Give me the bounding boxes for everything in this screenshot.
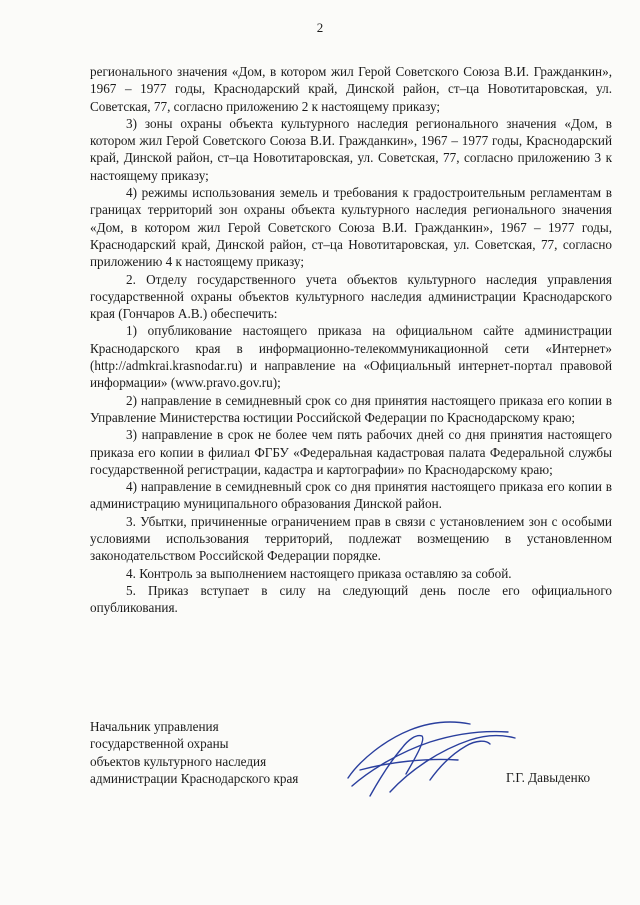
- handwritten-signature: [330, 700, 530, 810]
- paragraph: 5. Приказ вступает в силу на следующий день после его официального опубликования.: [90, 582, 612, 616]
- paragraph: регионального значения «Дом, в котором жил Герой Советского Союза В.И. Гражданкин», 1967 – 1977 годы, Краснодарский край, Динской район, ст–ца Новотитаровская, ул. Советская, 77, согласно приложению 2 к настоящему приказу;: [90, 64, 612, 114]
- document-body: [90, 63, 612, 617]
- signatory-name: Г.Г. Давыденко: [506, 770, 591, 785]
- signatory-position: [90, 718, 298, 787]
- paragraph: 4) режимы использования земель и требования к градостроительным регламентам в границах территорий зон охраны объекта культурного наследия регионального значения «Дом, в котором жил Герой Советского Союза В.И. Гражданкин», 1967 – 1977 годы, Краснодарский край, Динской район, ст–ца Новотитаровская, ул. Советская, 77, согласно приложению 4 к настоящему приказу;: [90, 185, 612, 270]
- paragraph: 1) опубликование настоящего приказа на официальном сайте администрации Краснодарского края в информационно-телекоммуникационной сети «Интернет» (http://admkrai.krasnodar.ru) и направление на «Официальный интернет-портал правовой информации» (www.pravo.gov.ru);: [90, 323, 612, 391]
- paragraph: 3) зоны охраны объекта культурного наследия регионального значения «Дом, в котором жил Герой Советского Союза В.И. Гражданкин», 1967 – 1977 годы, Краснодарский край, Динской район, ст–ца Новотитаровская, ул. Советская, 77, согласно приложению 3 к настоящему приказу;: [90, 115, 612, 183]
- paragraph: 2. Отделу государственного учета объектов культурного наследия управления государственной охраны объектов культурного наследия администрации Краснодарского края (Гончаров А.В.) обеспечить:: [90, 271, 612, 322]
- paragraph: 3. Убытки, причиненные ограничением прав в связи с установлением зон с особыми условиями использования территорий, подлежат возмещению в установленном законодательством Российской Федерации порядке.: [90, 513, 612, 564]
- position-line: объектов культурного наследия: [90, 753, 267, 769]
- position-line: Начальник управления: [90, 719, 219, 734]
- position-line: администрации Краснодарского края: [90, 770, 299, 786]
- paragraph: 2) направление в семидневный срок со дня принятия настоящего приказа его копии в Управление Министерства юстиции Российской Федерации по Краснодарскому краю;: [90, 392, 612, 425]
- paragraph: 3) направление в срок не более чем пять рабочих дней со дня принятия настоящего приказа его копии в филиал ФГБУ «Федеральная кадастровая палата Федеральной службы государственной регистрации, кадастра и картографии» по Краснодарскому краю;: [90, 427, 612, 477]
- page-number: 2: [316, 20, 324, 35]
- paragraph: 4. Контроль за выполнением настоящего приказа оставляю за собой.: [126, 565, 512, 581]
- paragraph: 4) направление в семидневный срок со дня принятия настоящего приказа его копии в администрацию муниципального образования Динской район.: [90, 479, 612, 512]
- position-line: государственной охраны: [90, 736, 229, 752]
